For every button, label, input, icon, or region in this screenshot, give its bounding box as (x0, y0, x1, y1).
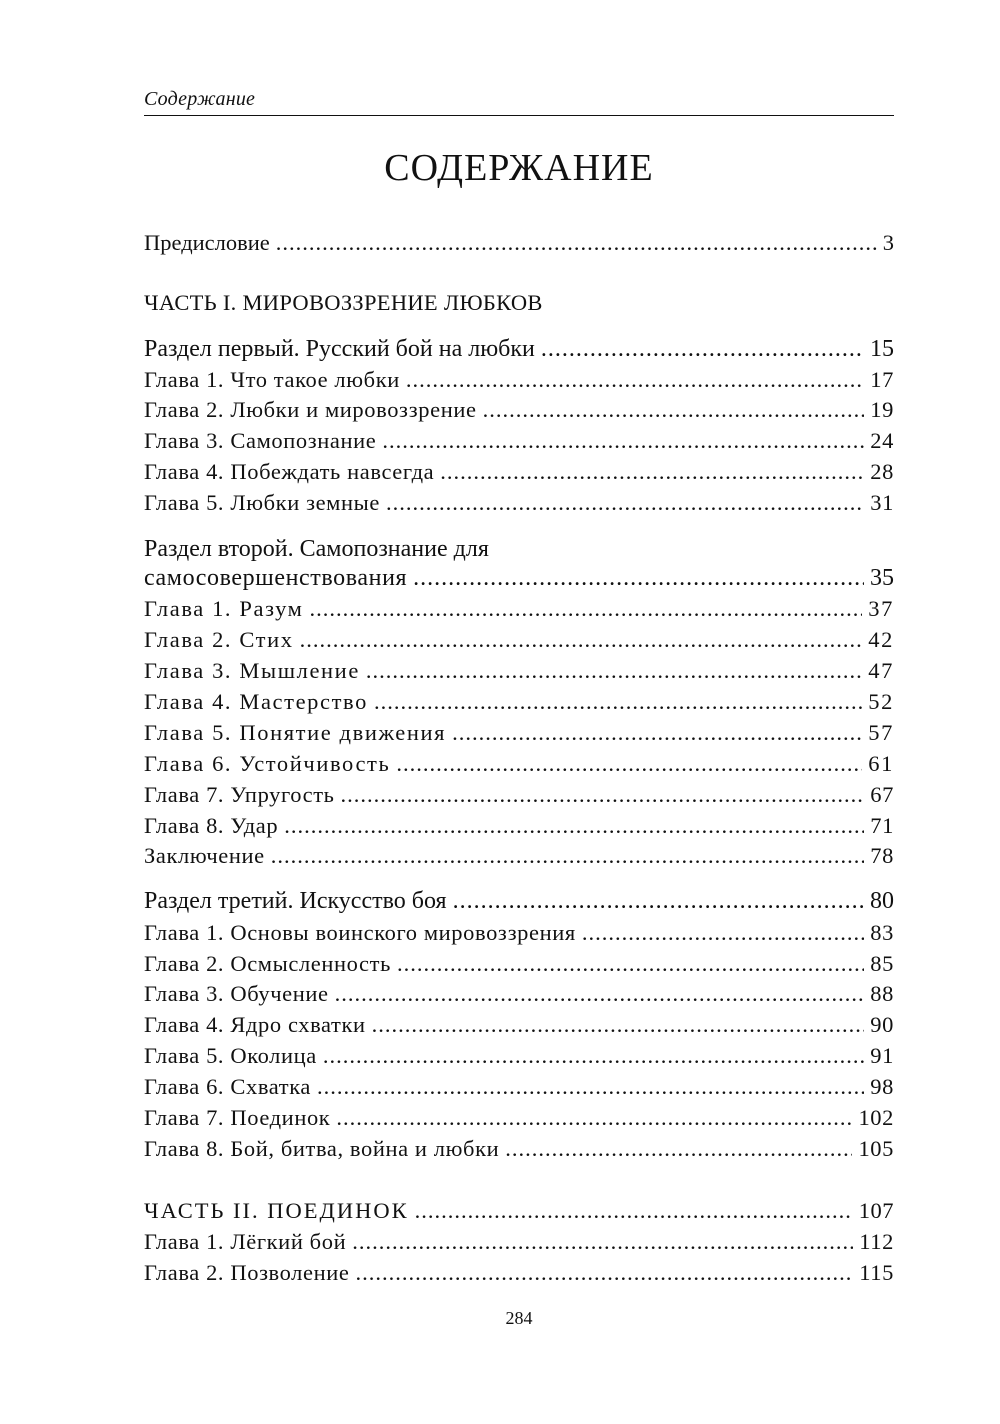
toc-page-number: 71 (870, 813, 894, 838)
toc-chapter-entry[interactable] (144, 687, 894, 717)
toc-page-number: 61 (868, 751, 894, 776)
dot-leader (374, 687, 862, 717)
toc-page-number: 3 (882, 230, 894, 255)
toc-entry-label: Глава 6. Устойчивость (144, 751, 391, 776)
dot-leader (453, 886, 864, 916)
toc-page-number: 17 (870, 367, 894, 392)
toc-page-number: 28 (870, 459, 894, 484)
toc-page-number: 37 (868, 596, 894, 621)
toc-entry-label: Глава 5. Любки земные (144, 490, 380, 515)
toc-entry-preface[interactable] (144, 228, 894, 258)
toc-chapter-entry[interactable] (144, 1103, 894, 1133)
toc-page-number: 57 (868, 720, 894, 745)
toc-page-number: 52 (868, 689, 894, 714)
dot-leader (300, 625, 863, 655)
toc-entry-label: Глава 5. Околица (144, 1043, 317, 1068)
toc-entry-label: Раздел третий. Искусство боя (144, 888, 447, 914)
dot-leader (317, 1072, 864, 1102)
dot-leader (397, 949, 864, 979)
toc-page-number: 88 (870, 981, 894, 1006)
toc-entry-label: Глава 2. Стих (144, 627, 294, 652)
toc-chapter-entry[interactable] (144, 1010, 894, 1040)
dot-leader (336, 1103, 852, 1133)
toc-entry-label: Глава 7. Поединок (144, 1105, 331, 1130)
toc-entry-label: Глава 2. Осмысленность (144, 951, 391, 976)
toc-page-number: 35 (870, 565, 894, 591)
page-title: СОДЕРЖАНИЕ (384, 147, 654, 189)
dot-leader (372, 1010, 865, 1040)
toc-chapter-entry[interactable] (144, 780, 894, 810)
toc-chapter-entry[interactable] (144, 1134, 894, 1164)
dot-leader (415, 1196, 853, 1226)
toc-chapter-entry[interactable] (144, 949, 894, 979)
dot-leader (396, 749, 862, 779)
part-heading: ЧАСТЬ I. МИРОВОЗЗРЕНИЕ ЛЮБКОВ (144, 290, 543, 315)
toc-page-number: 19 (870, 397, 894, 422)
toc-entry-label: Глава 3. Мышление (144, 658, 360, 683)
dot-leader (352, 1227, 853, 1257)
dot-leader (386, 488, 864, 518)
toc-page-number: 107 (858, 1198, 894, 1223)
dot-leader (335, 979, 865, 1009)
dot-leader (406, 365, 864, 395)
toc-chapter-entry[interactable] (144, 625, 894, 655)
book-page (144, 0, 894, 1424)
toc-page-number: 47 (868, 658, 894, 683)
toc-entry-label: Глава 4. Мастерство (144, 689, 368, 714)
dot-leader (505, 1134, 852, 1164)
toc-entry-label: Глава 1. Что такое любки (144, 367, 400, 392)
toc-page-number: 115 (859, 1260, 894, 1285)
toc-page-number: 83 (870, 920, 894, 945)
dot-leader (355, 1258, 853, 1288)
toc-entry-label: ЧАСТЬ II. ПОЕДИНОК (144, 1198, 409, 1223)
toc-chapter-entry[interactable] (144, 594, 894, 624)
toc-chapter-entry[interactable] (144, 656, 894, 686)
dot-leader (413, 563, 864, 593)
toc-entry-label: Раздел первый. Русский бой на любки (144, 336, 535, 362)
toc-entry-label: Глава 1. Основы воинского мировоззрения (144, 920, 576, 945)
toc-chapter-entry[interactable] (144, 1041, 894, 1071)
page-number: 284 (505, 1308, 533, 1328)
toc-entry-label: Глава 1. Разум (144, 596, 304, 621)
dot-leader (366, 656, 862, 686)
toc-entry-label: Глава 4. Ядро схватки (144, 1012, 366, 1037)
toc-page-number: 78 (870, 843, 894, 868)
toc-chapter-entry[interactable] (144, 1227, 894, 1257)
toc-section-entry[interactable] (144, 334, 894, 364)
toc-page-number: 102 (858, 1105, 894, 1130)
toc-chapter-entry[interactable] (144, 426, 894, 456)
toc-page-number: 31 (870, 490, 894, 515)
toc-page-number: 90 (870, 1012, 894, 1037)
running-head: Содержание (144, 88, 256, 110)
toc-entry-label: Глава 7. Упругость (144, 782, 335, 807)
toc-chapter-entry[interactable] (144, 979, 894, 1009)
toc-chapter-entry[interactable] (144, 749, 894, 779)
toc-entry-label: Предисловие (144, 230, 270, 255)
toc-part-entry[interactable] (144, 1196, 894, 1226)
toc-entry-label: Глава 1. Лёгкий бой (144, 1229, 347, 1254)
toc-page-number: 98 (870, 1074, 894, 1099)
toc-chapter-entry[interactable] (144, 457, 894, 487)
dot-leader (341, 780, 865, 810)
toc-page-number: 42 (868, 627, 894, 652)
toc-entry-label: Глава 2. Позволение (144, 1260, 350, 1285)
toc-section-entry[interactable] (144, 563, 894, 593)
toc-page-number: 67 (870, 782, 894, 807)
toc-chapter-entry[interactable] (144, 1072, 894, 1102)
toc-entry-label: Заключение (144, 843, 265, 868)
toc-entry-label: Глава 4. Побеждать навсегда (144, 459, 435, 484)
toc-entry-label: Глава 3. Самопознание (144, 428, 377, 453)
toc-section-entry[interactable] (144, 886, 894, 916)
dot-leader (323, 1041, 864, 1071)
toc-chapter-entry[interactable] (144, 918, 894, 948)
toc-page-number: 112 (859, 1229, 894, 1254)
toc-page-number: 80 (870, 888, 894, 914)
dot-leader (582, 918, 864, 948)
dot-leader (452, 718, 862, 748)
toc-entry-label: Глава 8. Бой, битва, война и любки (144, 1136, 500, 1161)
toc-chapter-entry[interactable] (144, 718, 894, 748)
toc-page-number: 91 (870, 1043, 894, 1068)
toc-chapter-entry[interactable] (144, 365, 894, 395)
header-rule (144, 115, 894, 116)
toc-entry-label: Глава 8. Удар (144, 813, 279, 838)
dot-leader (309, 594, 862, 624)
toc-chapter-entry[interactable] (144, 488, 894, 518)
toc-chapter-entry[interactable] (144, 395, 894, 425)
toc-section-label-line1: Раздел второй. Самопознание для (144, 536, 489, 562)
toc-chapter-entry[interactable] (144, 811, 894, 841)
toc-page-number: 85 (870, 951, 894, 976)
dot-leader (284, 811, 864, 841)
toc-entry-label: Глава 3. Обучение (144, 981, 329, 1006)
toc-chapter-entry[interactable] (144, 841, 894, 871)
dot-leader (541, 334, 864, 364)
dot-leader (271, 841, 865, 871)
toc-page-number: 105 (858, 1136, 894, 1161)
toc-entry-label: самосовершенствования (144, 565, 408, 591)
toc-entry-label: Глава 2. Любки и мировоззрение (144, 397, 477, 422)
dot-leader (483, 395, 865, 425)
dot-leader (276, 228, 877, 258)
dot-leader (382, 426, 864, 456)
toc-entry-label: Глава 6. Схватка (144, 1074, 311, 1099)
toc-entry-label: Глава 5. Понятие движения (144, 720, 447, 745)
toc-page-number: 15 (870, 336, 894, 362)
toc-chapter-entry[interactable] (144, 1258, 894, 1288)
dot-leader (440, 457, 864, 487)
toc-page-number: 24 (870, 428, 894, 453)
